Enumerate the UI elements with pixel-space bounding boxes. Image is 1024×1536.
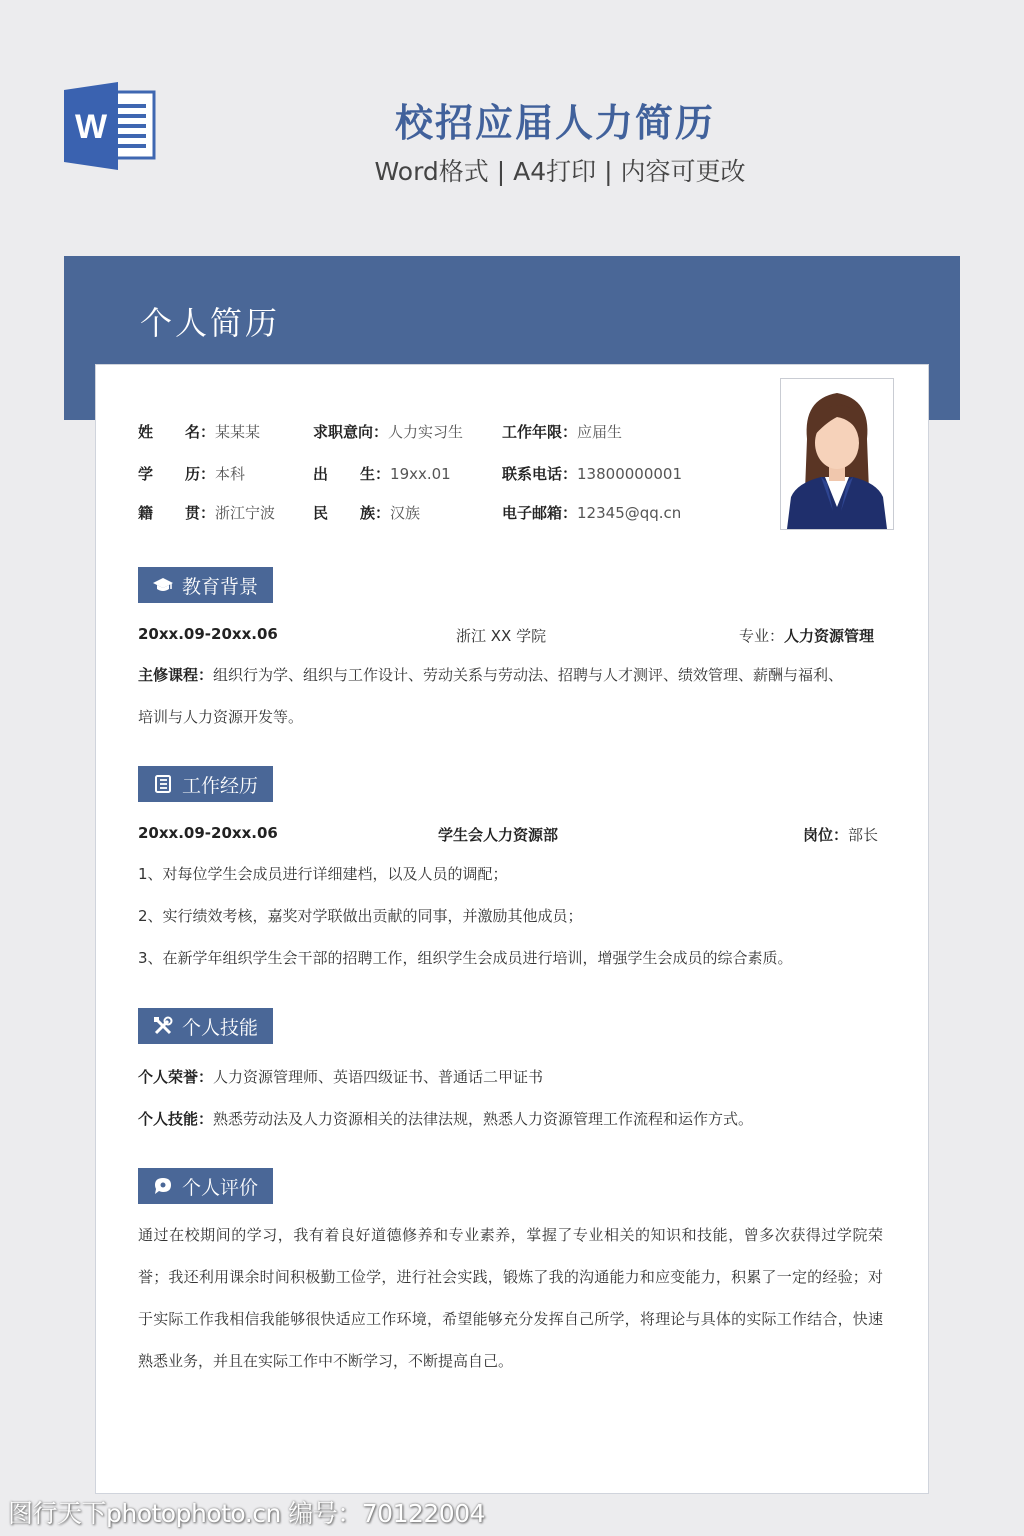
banner-title: 校招应届人力简历 <box>394 101 715 145</box>
education-school: 浙江 XX 学院 <box>456 627 547 645</box>
position-label: 岗位： <box>803 826 849 844</box>
name-label-2: 名： <box>185 423 216 441</box>
origin-label-1: 籍 <box>138 504 154 522</box>
major-value: 人力资源管理 <box>784 627 875 645</box>
education-level-field <box>138 463 245 484</box>
courses-text-1: 组织行为学、组织与工作设计、劳动关系与劳动法、招聘与人才测评、绩效管理、薪酬与福利、 <box>213 666 844 684</box>
honors-line <box>138 1066 543 1087</box>
target-label: 求职意向： <box>313 423 389 441</box>
section-education-title: 教育背景 <box>182 575 259 598</box>
graduation-cap-icon <box>152 574 174 596</box>
education-value: 本科 <box>215 465 246 483</box>
work-position <box>803 824 878 845</box>
section-education <box>138 567 273 603</box>
name-field <box>138 421 260 442</box>
section-work-title: 工作经历 <box>182 774 259 797</box>
section-skills-title: 个人技能 <box>182 1016 259 1039</box>
courses-line-1 <box>138 664 843 685</box>
skills-label: 个人技能： <box>138 1110 214 1128</box>
notebook-icon <box>152 773 174 795</box>
section-skills <box>138 1008 273 1044</box>
email-value: 12345@qq.cn <box>577 504 682 522</box>
section-evaluation <box>138 1168 273 1204</box>
ethnicity-value: 汉族 <box>390 504 421 522</box>
work-period: 20xx.09-20xx.06 <box>138 824 278 842</box>
banner-subtitle: Word格式 | A4打印 | 内容可更改 <box>374 157 746 186</box>
skills-value: 熟悉劳动法及人力资源相关的法律法规，熟悉人力资源管理工作流程和运作方式。 <box>213 1110 754 1128</box>
work-org: 学生会人力资源部 <box>438 826 559 844</box>
evaluation-text: 通过在校期间的学习，我有着良好道德修养和专业素养，掌握了专业相关的知识和技能，曾多次获得过学院荣誉；我还利用课余时间积极勤工俭学，进行社会实践，锻炼了我的沟通能力和应变能力，积累了一定的经验；对于实际工作我相信我能够很快适应工作环境，希望能够充分发挥自己所学，将理论与具体的实际工作结合，快速熟悉业务，并且在实际工作中不断学习，不断提高自己。 <box>138 1226 883 1370</box>
origin-field <box>138 502 275 523</box>
years-field <box>502 421 622 442</box>
section-work <box>138 766 273 802</box>
birth-label-2: 生： <box>360 465 391 483</box>
chat-bubble-icon <box>152 1175 174 1197</box>
email-field <box>502 502 681 523</box>
work-item-1: 1、对每位学生会成员进行详细建档，以及人员的调配； <box>138 865 508 883</box>
avatar-illustration <box>781 379 893 529</box>
years-value: 应届生 <box>577 423 623 441</box>
honors-value: 人力资源管理师、英语四级证书、普通话二甲证书 <box>213 1068 544 1086</box>
profile-photo <box>780 378 894 530</box>
resume-title: 个人简历 <box>140 304 281 342</box>
target-field <box>313 421 463 442</box>
honors-label: 个人荣誉： <box>138 1068 214 1086</box>
origin-label-2: 贯： <box>185 504 216 522</box>
svg-text:W: W <box>74 108 108 146</box>
education-period: 20xx.09-20xx.06 <box>138 625 278 643</box>
phone-field <box>502 463 682 484</box>
name-label-1: 姓 <box>138 423 154 441</box>
watermark: 图行天下photophoto.cn 编号：70122004 <box>8 1499 486 1528</box>
target-value: 人力实习生 <box>388 423 464 441</box>
education-label-2: 历： <box>185 465 216 483</box>
birth-value: 19xx.01 <box>390 465 451 483</box>
courses-text-2: 培训与人力资源开发等。 <box>138 708 304 726</box>
courses-label: 主修课程： <box>138 666 214 684</box>
ethnicity-label-2: 族： <box>360 504 391 522</box>
years-label: 工作年限： <box>502 423 578 441</box>
education-major <box>739 625 874 646</box>
phone-label: 联系电话： <box>502 465 578 483</box>
phone-value: 13800000001 <box>577 465 682 483</box>
section-evaluation-title: 个人评价 <box>182 1176 259 1199</box>
work-item-3: 3、在新学年组织学生会干部的招聘工作，组织学生会成员进行培训，增强学生会成员的综合素质。 <box>138 949 793 967</box>
birth-label-1: 出 <box>313 465 329 483</box>
tools-icon <box>152 1015 174 1037</box>
ethnicity-label-1: 民 <box>313 504 329 522</box>
major-label: 专业： <box>739 627 785 645</box>
name-value: 某某某 <box>215 423 261 441</box>
education-label-1: 学 <box>138 465 154 483</box>
ethnicity-field <box>313 502 420 523</box>
origin-value: 浙江宁波 <box>215 504 276 522</box>
birth-field <box>313 463 451 484</box>
skills-line <box>138 1108 753 1129</box>
work-item-2: 2、实行绩效考核，嘉奖对学联做出贡献的同事，并激励其他成员； <box>138 907 583 925</box>
position-value: 部长 <box>848 826 879 844</box>
email-label: 电子邮箱： <box>502 504 578 522</box>
